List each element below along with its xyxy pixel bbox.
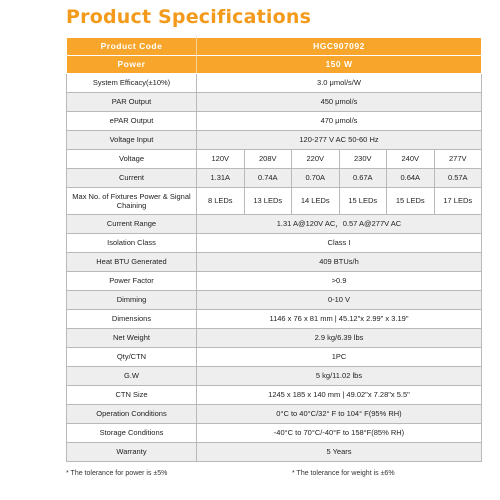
header-row [67, 38, 482, 56]
row-label: Qty/CTN [67, 348, 197, 367]
row-label: Voltage [67, 150, 197, 169]
row-value: >0.9 [197, 272, 482, 291]
row-label: CTN Size [67, 386, 197, 405]
spec-row [67, 112, 482, 131]
row-label: Current [67, 169, 197, 188]
spec-row [67, 234, 482, 253]
spec-row [67, 272, 482, 291]
spec-row [67, 215, 482, 234]
voltage-cell: 220V [292, 150, 340, 169]
row-label: Net Weight [67, 329, 197, 348]
current-cell: 0.64A [387, 169, 435, 188]
fixtures-cell: 13 LEDs [244, 188, 292, 215]
row-value: HGC907092 [197, 38, 482, 56]
power-tolerance-note: * The tolerance for power is ±5% [66, 470, 168, 477]
row-value: 3.0 μmol/s/W [197, 74, 482, 93]
row-value: 120-277 V AC 50-60 Hz [197, 131, 482, 150]
fixtures-cell: 15 LEDs [339, 188, 387, 215]
row-label: Product Code [67, 38, 197, 56]
row-value: 409 BTUs/h [197, 253, 482, 272]
row-label: Max No. of Fixtures Power & Signal Chaining [67, 188, 197, 215]
row-value: -40°C to 70°C/-40°F to 158°F(85% RH) [197, 424, 482, 443]
spec-row [67, 310, 482, 329]
row-value: 1.31 A@120V AC，0.57 A@277V AC [197, 215, 482, 234]
row-value: 0-10 V [197, 291, 482, 310]
row-label: Voltage Input [67, 131, 197, 150]
fixtures-cell: 17 LEDs [434, 188, 482, 215]
row-value: 5 Years [197, 443, 482, 462]
row-label: Power Factor [67, 272, 197, 291]
current-row [67, 169, 482, 188]
row-value: 1146 x 76 x 81 mm | 45.12"x 2.99" x 3.19" [197, 310, 482, 329]
row-label: G.W [67, 367, 197, 386]
fixtures-row [67, 188, 482, 215]
spec-row [67, 367, 482, 386]
spec-row [67, 253, 482, 272]
spec-row [67, 74, 482, 93]
current-cell: 0.70A [292, 169, 340, 188]
row-label: Dimming [67, 291, 197, 310]
row-value: 1245 x 185 x 140 mm | 49.02"x 7.28"x 5.5" [197, 386, 482, 405]
spec-row [67, 443, 482, 462]
spec-row [67, 93, 482, 112]
row-value: 2.9 kg/6.39 lbs [197, 329, 482, 348]
row-label: Warranty [67, 443, 197, 462]
row-label: Storage Conditions [67, 424, 197, 443]
voltage-cell: 230V [339, 150, 387, 169]
voltage-row [67, 150, 482, 169]
row-value: 1PC [197, 348, 482, 367]
current-cell: 0.74A [244, 169, 292, 188]
current-cell: 0.57A [434, 169, 482, 188]
page-title: Product Specifications [66, 6, 312, 28]
row-value: 5 kg/11.02 lbs [197, 367, 482, 386]
row-value: 0°C to 40°C/32° F to 104° F(95% RH) [197, 405, 482, 424]
weight-tolerance-note: * The tolerance for weight is ±6% [292, 470, 395, 477]
row-label: ePAR Output [67, 112, 197, 131]
fixtures-cell: 8 LEDs [197, 188, 245, 215]
spec-row [67, 348, 482, 367]
current-cell: 0.67A [339, 169, 387, 188]
row-label: PAR Output [67, 93, 197, 112]
header-row [67, 56, 482, 74]
voltage-cell: 277V [434, 150, 482, 169]
voltage-cell: 208V [244, 150, 292, 169]
row-label: Dimensions [67, 310, 197, 329]
voltage-cell: 120V [197, 150, 245, 169]
voltage-cell: 240V [387, 150, 435, 169]
row-label: Heat BTU Generated [67, 253, 197, 272]
row-value: 470 μmol/s [197, 112, 482, 131]
spec-row [67, 424, 482, 443]
row-label: System Efficacy(±10%) [67, 74, 197, 93]
spec-row [67, 329, 482, 348]
spec-table [66, 37, 482, 462]
spec-row [67, 131, 482, 150]
row-label: Isolation Class [67, 234, 197, 253]
fixtures-cell: 15 LEDs [387, 188, 435, 215]
row-value: 450 μmol/s [197, 93, 482, 112]
fixtures-cell: 14 LEDs [292, 188, 340, 215]
row-label: Operation Conditions [67, 405, 197, 424]
spec-row [67, 405, 482, 424]
row-label: Current Range [67, 215, 197, 234]
row-label: Power [67, 56, 197, 74]
spec-row [67, 386, 482, 405]
row-value: 150 W [197, 56, 482, 74]
current-cell: 1.31A [197, 169, 245, 188]
spec-row [67, 291, 482, 310]
row-value: Class I [197, 234, 482, 253]
